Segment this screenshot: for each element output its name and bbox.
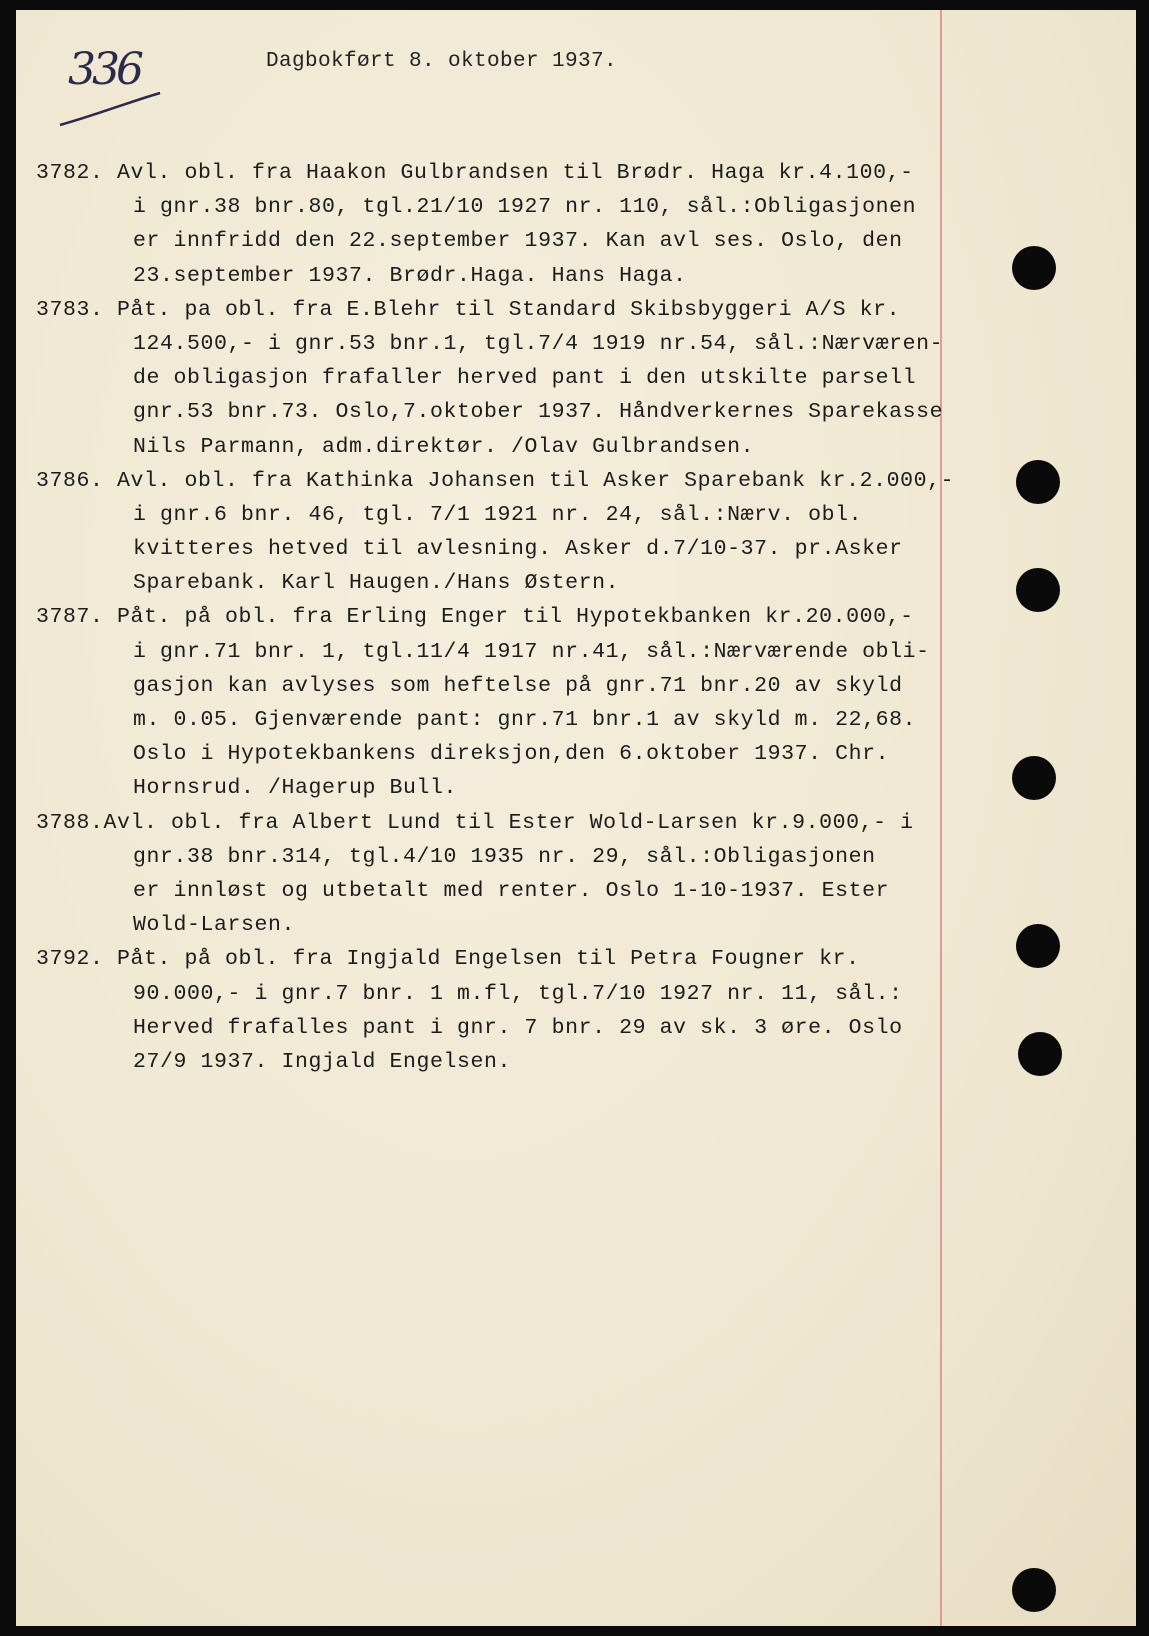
entry-first-line: 3783. Påt. pa obl. fra E.Blehr til Standard Skibsbyggeri A/S kr. [36, 297, 901, 322]
folio-underline-stroke [56, 85, 166, 135]
punch-hole [1012, 1568, 1056, 1612]
ledger-page [16, 10, 1136, 1626]
punch-hole [1012, 246, 1056, 290]
entry-continuation-line: gnr.38 bnr.314, tgl.4/10 1935 nr. 29, sål.:Obligasjonen [133, 844, 876, 869]
punch-hole [1018, 1032, 1062, 1076]
entry-first-line: 3786. Avl. obl. fra Kathinka Johansen til Asker Sparebank kr.2.000,- [36, 468, 955, 493]
folio-number: 336 [68, 44, 140, 95]
entry-continuation-line: er innløst og utbetalt med renter. Oslo 1-10-1937. Ester [133, 878, 890, 903]
entry-continuation-line: m. 0.05. Gjenværende pant: gnr.71 bnr.1 av skyld m. 22,68. [133, 708, 917, 732]
entry-continuation-line: Wold-Larsen. [133, 913, 296, 938]
entry-continuation-line: Nils Parmann, adm.direktør. /Olav Gulbrandsen. [133, 434, 755, 459]
ledger-entry [36, 806, 956, 943]
page-header: Dagbokført 8. oktober 1937. [266, 50, 618, 73]
entry-continuation-line: de obligasjon frafaller herved pant i den utskilte parsell [133, 366, 917, 391]
entry-first-line: 3788.Avl. obl. fra Albert Lund til Ester Wold-Larsen kr.9.000,- i [36, 810, 914, 835]
entry-continuation-line: 27/9 1937. Ingjald Engelsen. [133, 1049, 512, 1074]
entry-first-line: 3792. Påt. på obl. fra Ingjald Engelsen til Petra Fougner kr. [36, 947, 860, 972]
entry-continuation-line: Oslo i Hypotekbankens direksjon,den 6.oktober 1937. Chr. [133, 742, 890, 767]
entry-continuation-line: Herved frafalles pant i gnr. 7 bnr. 29 av sk. 3 øre. Oslo [133, 1015, 903, 1040]
punch-hole [1016, 568, 1060, 612]
entry-continuation-line: gnr.53 bnr.73. Oslo,7.oktober 1937. Håndverkernes Sparekasse [133, 400, 944, 425]
entry-first-line: 3787. Påt. på obl. fra Erling Enger til Hypotekbanken kr.20.000,- [36, 605, 914, 630]
entry-list [36, 156, 956, 1079]
entry-continuation-line: i gnr.38 bnr.80, tgl.21/10 1927 nr. 110, sål.:Obligasjonen [133, 195, 917, 220]
entry-continuation-line: er innfridd den 22.september 1937. Kan avl ses. Oslo, den [133, 229, 903, 254]
entry-continuation-line: i gnr.6 bnr. 46, tgl. 7/1 1921 nr. 24, sål.:Nærv. obl. [133, 502, 863, 527]
ledger-entry [36, 600, 956, 805]
entry-continuation-line: Hornsrud. /Hagerup Bull. [133, 776, 458, 801]
entry-continuation-line: kvitteres hetved til avlesning. Asker d.7/10-37. pr.Asker [133, 537, 903, 562]
entry-continuation-line: 124.500,- i gnr.53 bnr.1, tgl.7/4 1919 nr.54, sål.:Nærværen- [133, 331, 944, 356]
entry-continuation-line: Sparebank. Karl Haugen./Hans Østern. [133, 571, 620, 596]
entry-continuation-line: gasjon kan avlyses som heftelse på gnr.71 bnr.20 av skyld [133, 673, 903, 698]
ledger-entry [36, 293, 956, 464]
ledger-entry [36, 942, 956, 1079]
punch-hole [1016, 924, 1060, 968]
ledger-entry [36, 156, 956, 293]
ledger-entry [36, 464, 956, 601]
punch-hole [1016, 460, 1060, 504]
entry-continuation-line: 90.000,- i gnr.7 bnr. 1 m.fl, tgl.7/10 1927 nr. 11, sål.: [133, 981, 903, 1006]
entry-continuation-line: 23.september 1937. Brødr.Haga. Hans Haga. [133, 263, 687, 288]
entry-first-line: 3782. Avl. obl. fra Haakon Gulbrandsen til Brødr. Haga kr.4.100,- [36, 161, 914, 185]
punch-hole [1012, 756, 1056, 800]
entry-continuation-line: i gnr.71 bnr. 1, tgl.11/4 1917 nr.41, sål.:Nærværende obli- [133, 639, 930, 664]
